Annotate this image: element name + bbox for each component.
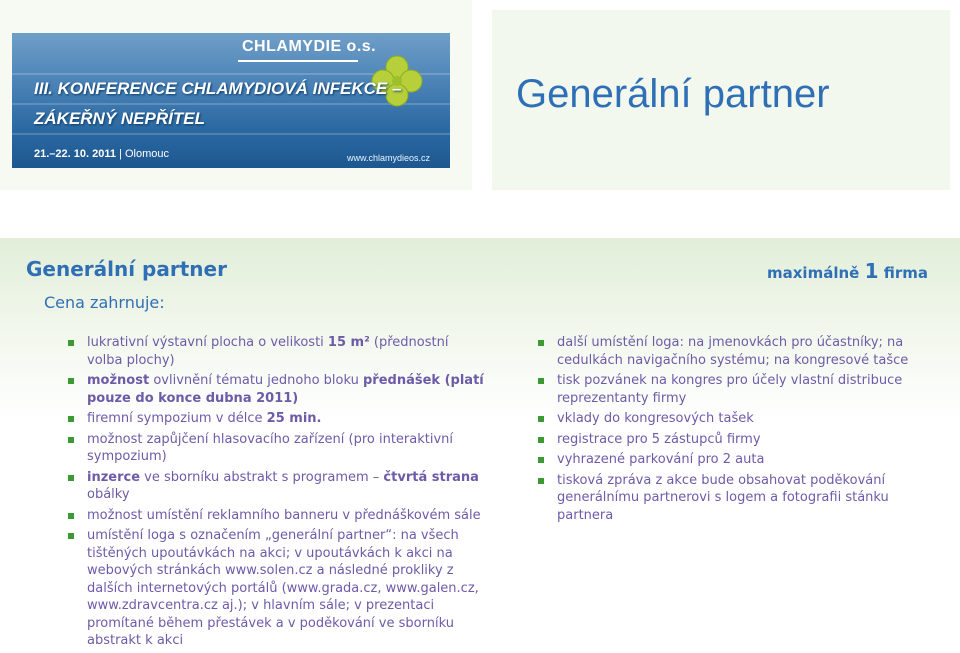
list-item — [68, 372, 486, 407]
text: možnost umístění reklamního banneru v přednáškovém sále — [87, 507, 481, 523]
bold-text: 15 m² — [327, 335, 370, 350]
bold-text: inzerce — [87, 469, 141, 485]
banner-brand: CHLAMYDIE o.s. — [242, 38, 377, 55]
benefits-list-right — [538, 334, 910, 527]
benefits-list-left — [68, 334, 486, 653]
limit-prefix: maximálně — [767, 264, 860, 282]
banner-title-line1: III. KONFERENCE CHLAMYDIOVÁ INFEKCE – — [34, 79, 402, 98]
list-item — [68, 527, 486, 650]
text: firemní sympozium v délce — [87, 411, 267, 426]
list-item: vklady do kongresových tašek — [538, 410, 910, 428]
list-item — [68, 431, 486, 466]
list-item: další umístění loga: na jmenovkách pro účastníky; na cedulkách navigačního systému; na kongresové tašce — [538, 334, 910, 369]
text: lukrativní výstavní plocha o velikosti — [87, 335, 328, 350]
list-item — [68, 469, 486, 504]
list-item: tisk pozvánek na kongres pro účely vlastní distribuce reprezentanty firmy — [538, 372, 910, 407]
list-item: registrace pro 5 zástupců firmy — [538, 431, 910, 449]
wave-line — [12, 133, 450, 135]
text: (přednostní volba plochy) — [87, 335, 449, 368]
banner-date — [34, 148, 169, 160]
includes-heading: Cena zahrnuje: — [44, 293, 165, 312]
text: možnost zapůjčení hlasovacího zařízení (pro interaktivní sympozium) — [87, 431, 454, 464]
brand-underline — [238, 60, 358, 62]
section-heading: Generální partner — [26, 257, 227, 281]
conference-banner — [12, 33, 450, 168]
limit-suffix: firma — [883, 264, 928, 282]
bold-text: 25 min. — [266, 411, 322, 426]
list-item: tisková zpráva z akce bude obsahovat poděkování generálnímu partnerovi s logem a fotografii stánku partnera — [538, 472, 910, 525]
list-item: vyhrazené parkování pro 2 auta — [538, 451, 910, 469]
place-text: | Olomouc — [119, 148, 169, 160]
banner-website: www.chlamydieos.cz — [346, 153, 430, 163]
text: ovlivnění tématu jednoho bloku — [149, 373, 363, 388]
banner-title-line2: ZÁKEŘNÝ NEPŘÍTEL — [34, 109, 205, 128]
bold-text: přednášek (platí pouze do konce dubna 2011) — [87, 373, 484, 406]
text: umístění loga s označením „generální partner“: na všech tištěných upoutávkách na akci; v upoutávkách k akci na webových stránkách www.solen.cz a následné prokliky z dalších internetových portálů (www.grada.cz, www.galen.cz, www.zdravcentra.cz aj.); v hlavním sále; v prezentaci promítané během přestávek a v poděkování ve sborníku abstrakt k akci — [87, 528, 479, 648]
page-title: Generální partner — [516, 72, 830, 116]
list-item — [68, 334, 486, 369]
date-text: 21.–22. 10. 2011 — [34, 148, 116, 160]
bold-text: čtvrtá strana — [383, 469, 479, 485]
limit-label — [767, 259, 928, 283]
text: ve sborníku abstrakt s programem – — [140, 469, 384, 485]
limit-number: 1 — [864, 259, 879, 283]
list-item — [68, 507, 486, 525]
list-item — [68, 410, 486, 428]
text: obálky — [87, 487, 130, 502]
bold-text: možnost — [87, 373, 150, 388]
